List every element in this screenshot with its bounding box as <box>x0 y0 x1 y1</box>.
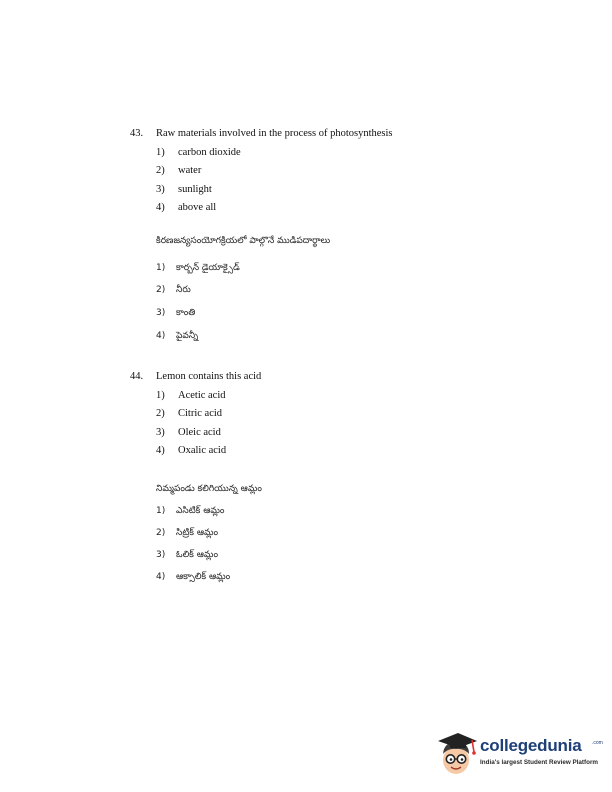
option-number: 2) <box>156 408 165 419</box>
option-text: కాంతి <box>176 308 196 318</box>
option-number: 3) <box>156 308 166 318</box>
option-text: కార్బన్ డైయాక్సైడ్ <box>176 263 240 273</box>
collegedunia-logo <box>436 728 603 780</box>
option-1 <box>156 147 241 158</box>
option-number: 3) <box>156 427 165 438</box>
option-1 <box>156 390 226 401</box>
option-text: water <box>178 165 202 176</box>
question-text: Lemon contains this acid <box>156 371 262 382</box>
option-number: 4) <box>156 445 165 456</box>
logo-wordmark: collegedunia <box>480 736 582 755</box>
telugu-option-4 <box>156 572 230 584</box>
option-number: 1) <box>156 147 165 158</box>
option-3 <box>156 184 212 195</box>
option-number: 2) <box>156 285 166 295</box>
option-text: Oleic acid <box>178 427 221 438</box>
option-number: 3) <box>156 184 165 195</box>
option-text: సిట్రిక్ ఆమ్లం <box>176 528 219 538</box>
option-3 <box>156 427 221 438</box>
telugu-option-3 <box>156 308 195 320</box>
option-number: 1) <box>156 506 166 516</box>
question-number: 44. <box>130 371 144 382</box>
option-text: నీరు <box>176 285 191 295</box>
option-number: 4) <box>156 202 165 213</box>
telugu-question-text: నిమ్మపండు కలిగియున్న ఆమ్లం <box>156 484 262 494</box>
option-text: sunlight <box>178 184 212 195</box>
logo-domain-suffix: .com <box>592 740 603 746</box>
telugu-option-2 <box>156 528 218 540</box>
telugu-option-3 <box>156 550 218 562</box>
option-number: 4) <box>156 331 166 341</box>
option-text: పైవన్నీ <box>176 331 199 341</box>
option-text: ఆక్సాలిక్ ఆమ్లం <box>176 572 231 582</box>
option-2 <box>156 165 201 176</box>
option-text: Citric acid <box>178 408 223 419</box>
telugu-option-1 <box>156 506 225 518</box>
telugu-option-1 <box>156 263 240 275</box>
option-4 <box>156 445 226 456</box>
telugu-option-4 <box>156 331 198 343</box>
option-number: 3) <box>156 550 166 560</box>
option-number: 2) <box>156 528 166 538</box>
question-number: 43. <box>130 128 144 139</box>
option-text: Acetic acid <box>178 390 226 401</box>
question-text: Raw materials involved in the process of photosynthesis <box>156 128 393 139</box>
telugu-question-text: కిరణజన్యసంయోగక్రియలో పాల్గొనే ముడిపదార్థాలు <box>156 236 331 246</box>
telugu-option-2 <box>156 285 191 297</box>
logo-tagline: India's largest Student Review Platform <box>480 759 599 766</box>
student-mascot-icon <box>436 730 478 778</box>
option-number: 4) <box>156 572 166 582</box>
option-number: 2) <box>156 165 165 176</box>
option-4 <box>156 202 216 213</box>
option-text: carbon dioxide <box>178 147 241 158</box>
option-text: Oxalic acid <box>178 445 227 456</box>
option-text: ఓలిక్ ఆమ్లం <box>176 550 219 560</box>
option-number: 1) <box>156 263 166 273</box>
option-text: above all <box>178 202 217 213</box>
option-number: 1) <box>156 390 165 401</box>
option-text: ఎసిటిక్ ఆమ్లం <box>176 506 225 516</box>
option-2 <box>156 408 222 419</box>
